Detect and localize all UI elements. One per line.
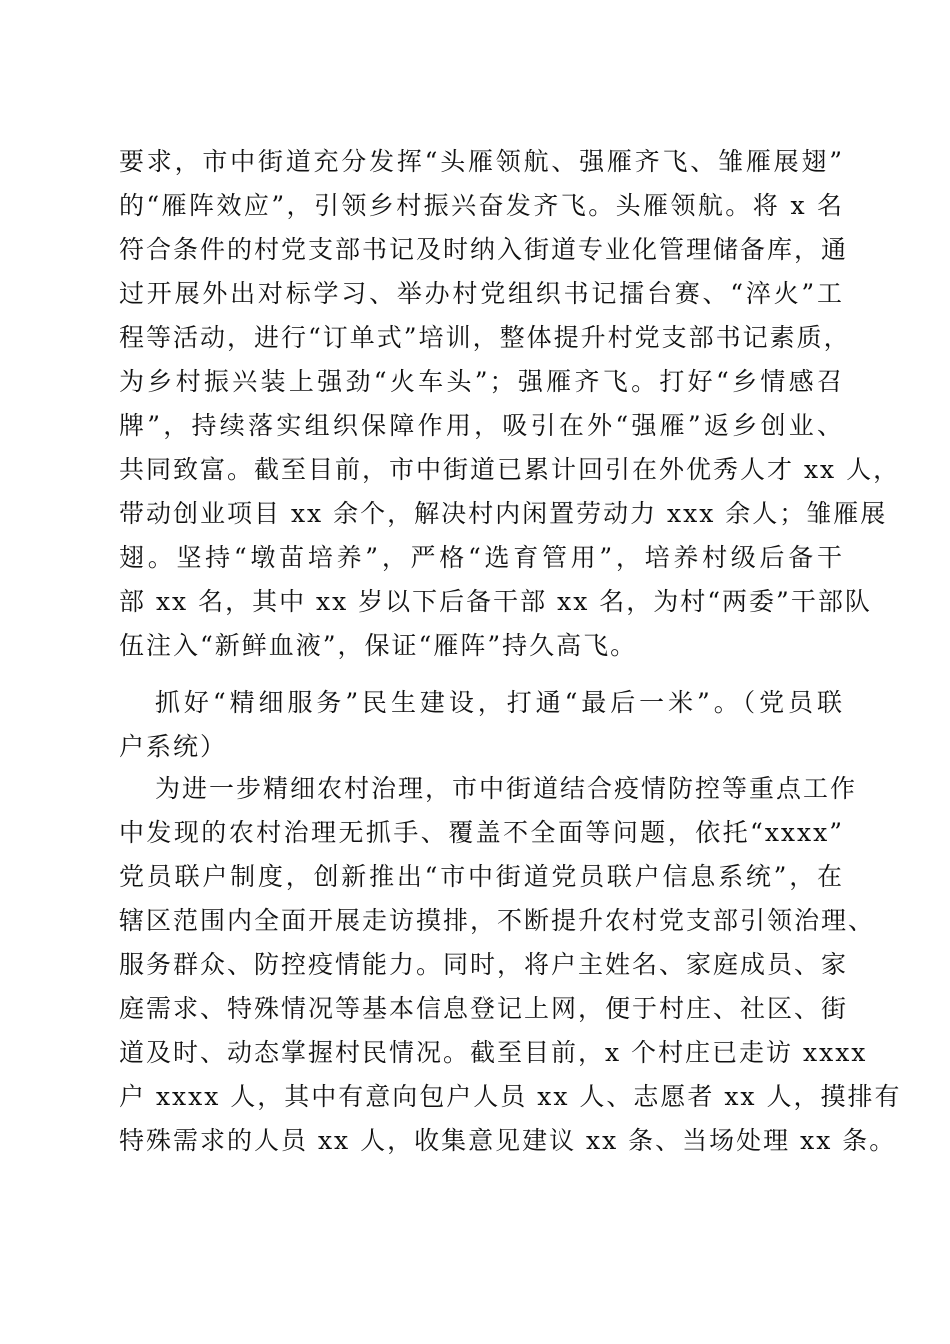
text-line: 符合条件的村党支部书记及时纳入街道专业化管理储备库，通 (119, 235, 849, 264)
text-line: 道及时、动态掌握村民情况。截至目前，x 个村庄已走访 xxxx (119, 1038, 868, 1067)
text-line: 伍注入“新鲜血液”，保证“雁阵”持久高飞。 (119, 631, 638, 660)
text-line: 共同致富。截至目前，市中街道已累计回引在外优秀人才 xx 人， (119, 455, 901, 484)
text-line: 要求，市中街道充分发挥“头雁领航、强雁齐飞、雏雁展翅” (119, 147, 844, 176)
text-line: 部 xx 名，其中 xx 岁以下后备干部 xx 名，为村“两委”干部队 (119, 587, 872, 616)
text-line: 特殊需求的人员 xx 人，收集意见建议 xx 条、当场处理 xx 条。 (119, 1126, 897, 1155)
text-line: 带动创业项目 xx 余个，解决村内闲置劳动力 xxx 余人；雏雁展 (119, 499, 888, 528)
text-line: 为进一步精细农村治理，市中街道结合疫情防控等重点工作 (155, 774, 858, 803)
text-line: 翅。坚持“墩苗培养”，严格“选育管用”，培养村级后备干 (119, 543, 844, 572)
text-line: 党员联户制度，创新推出“市中街道党员联户信息系统”，在 (119, 862, 844, 891)
text-line: 辖区范围内全面开展走访摸排，不断提升农村党支部引领治理、 (119, 906, 876, 935)
heading-line: 抓好“精细服务”民生建设，打通“最后一米”。（党员联 (155, 688, 844, 717)
heading-line: 户系统） (119, 732, 228, 761)
text-line: 过开展外出对标学习、举办村党组织书记擂台赛、“淬火”工 (119, 279, 844, 308)
section-heading-precise-service (119, 681, 844, 769)
paragraph-household-system (119, 767, 902, 1163)
text-line: 户 xxxx 人，其中有意向包户人员 xx 人、志愿者 xx 人，摸排有 (119, 1082, 902, 1111)
text-line: 庭需求、特殊情况等基本信息登记上网，便于村庄、社区、街 (119, 994, 849, 1023)
text-line: 程等活动，进行“订单式”培训，整体提升村党支部书记素质， (119, 323, 851, 352)
text-line: 的“雁阵效应”，引领乡村振兴奋发齐飞。头雁领航。将 x 名 (119, 191, 844, 220)
text-line: 为乡村振兴装上强劲“火车头”；强雁齐飞。打好“乡情感召 (119, 367, 844, 396)
paragraph-leading-geese (119, 140, 901, 668)
text-line: 牌”，持续落实组织保障作用，吸引在外“强雁”返乡创业、 (119, 411, 844, 440)
text-line: 中发现的农村治理无抓手、覆盖不全面等问题，依托“xxxx” (119, 818, 844, 847)
text-line: 服务群众、防控疫情能力。同时，将户主姓名、家庭成员、家 (119, 950, 849, 979)
